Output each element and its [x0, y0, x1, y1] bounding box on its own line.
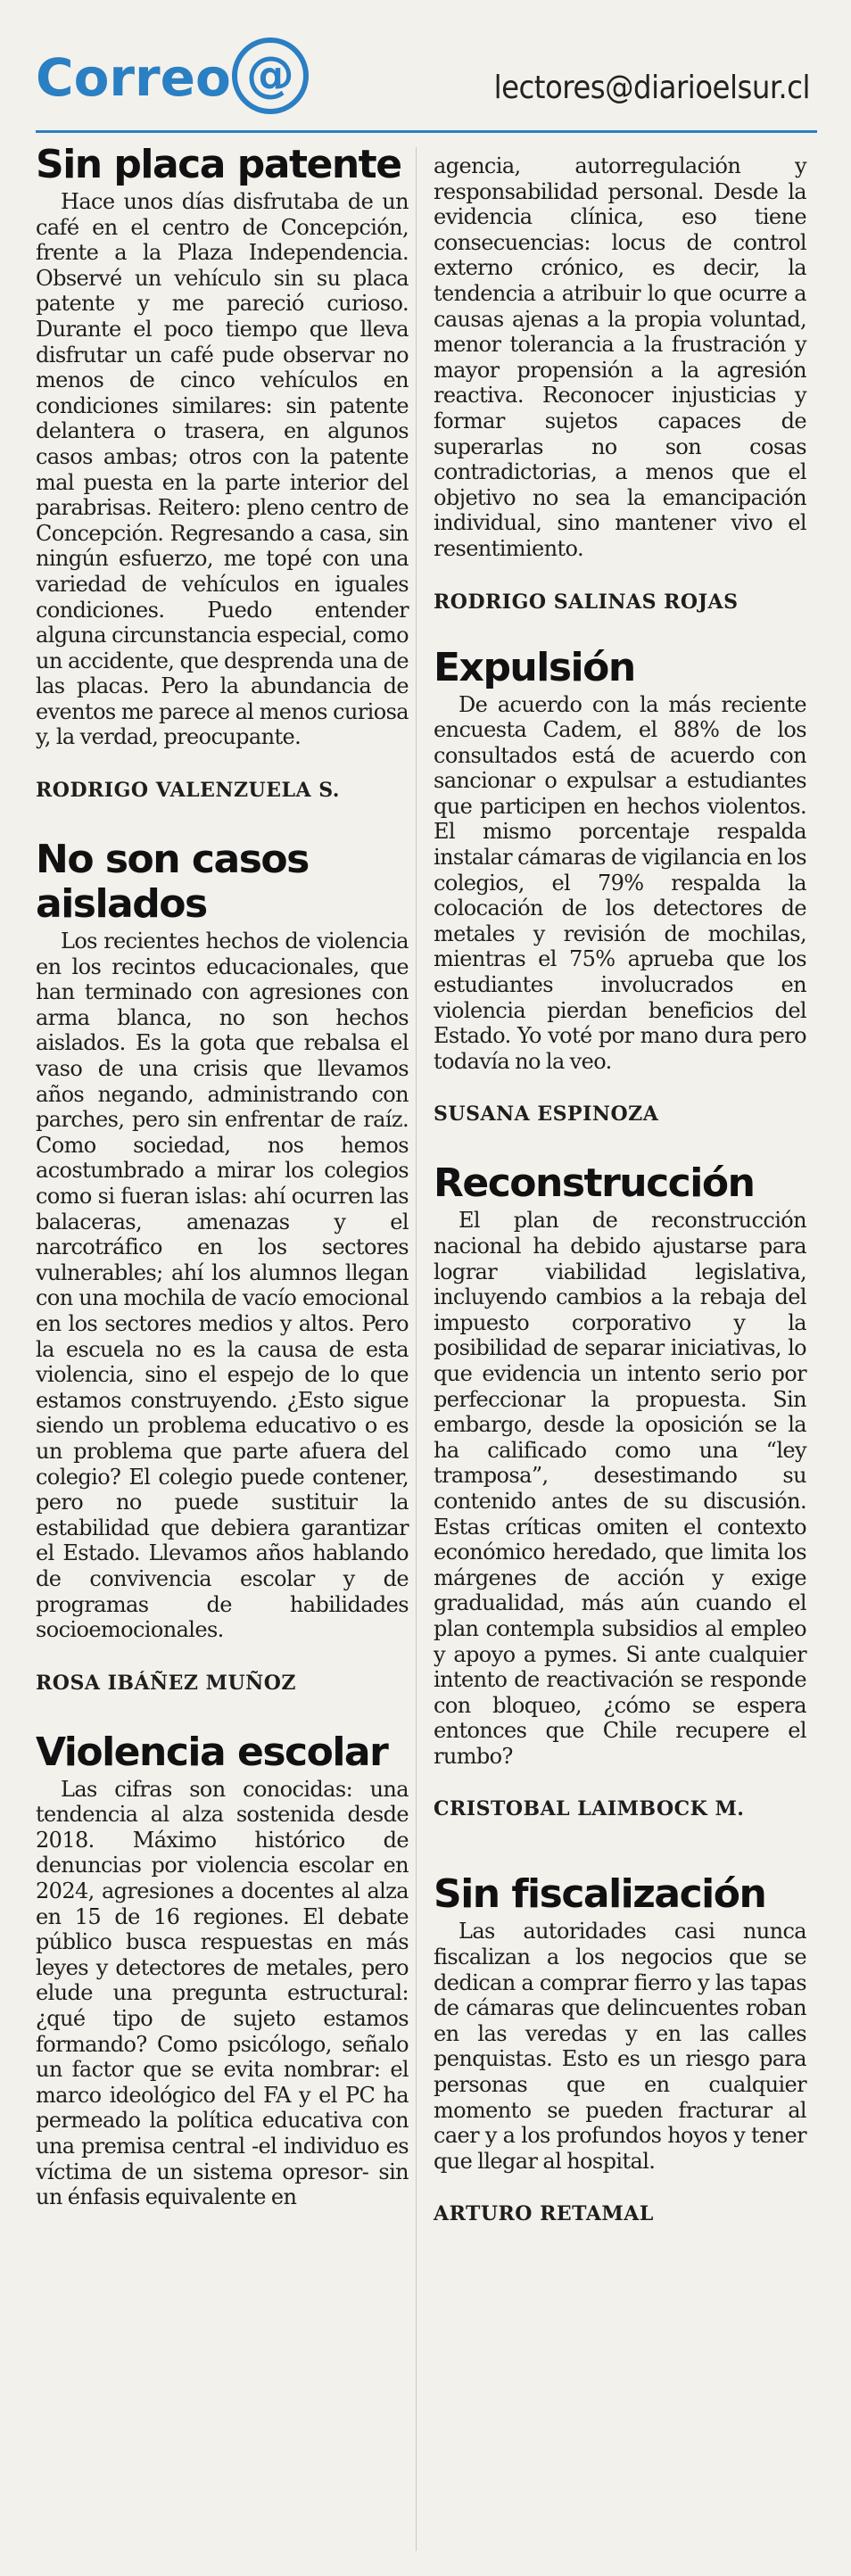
right-column — [434, 143, 806, 2225]
letter-sin-placa-patente — [36, 143, 409, 802]
letter-body: Hace unos días disfrutaba de un café en el centro de Concepción, frente a la Plaza Independencia. Observé un vehículo sin su placa patente y me pareció curioso. Durante el poco tiempo que lleva disfrutar un café pude observar no menos de cinco vehículos en condiciones similares: sin patente delantera o trasera, en algunos casos ambas; otros con la patente mal puesta en la parte interior del parabrisas. Reitero: pleno centro de Concepción. Regresando a casa, sin ningún esfuerzo, me topé con una variedad de vehículos en iguales condiciones. Puedo entender alguna circunstancia especial, como un accidente, que desprenda una de las placas. Pero la abundancia de eventos me parece al menos curiosa y, la verdad, preocupante. — [36, 189, 409, 750]
letter-title: Violencia escolar — [36, 1729, 388, 1775]
letter-expulsion — [434, 646, 806, 1127]
letter-body: Las cifras son conocidas: una tendencia al alza sostenida desde 2018. Máximo histórico de denuncias por violencia escolar en 2024, agresiones a docentes al alza en 15 de 16 regiones. El debate público busca respuestas en más leyes y detectores de metales, pero elude una pregunta estructural: ¿qué tipo de sujeto estamos formando? Como psicólogo, señalo un factor que se evita nombrar: el marco ideológico del FA y el PC ha permeado la política educativa con una premisa central -el individuo es víctima de un sistema opresor- sin un énfasis equivalente en — [36, 1776, 409, 2210]
left-column — [36, 143, 409, 2210]
letter-violencia-escolar — [36, 1730, 409, 2210]
letter-title: Sin fiscalización — [434, 1871, 766, 1918]
letter-no-son-casos-aislados — [36, 838, 409, 1695]
letter-signature: RODRIGO VALENZUELA S. — [36, 779, 340, 803]
masthead — [0, 0, 851, 143]
letter-body: De acuerdo con la más reciente encuesta Cadem, el 88% de los consultados está de acuerdo con sancionar o expulsar a estudiantes que participen en hechos violentos. El mismo porcentaje respalda instalar cámaras de vigilancia en los colegios, el 79% respalda la colocación de los detectores de metales y revisión de mochilas, mientras el 75% aprueba que los estudiantes involucrados en violencia pierdan beneficios del Estado. Yo voté por mano dura pero todavía no la veo. — [434, 691, 806, 1074]
letter-body: Los recientes hechos de violencia en los recintos educacionales, que han terminado con agresiones con arma blanca, no son hechos aislados. Es la gota que rebalsa el vaso de una crisis que llevamos años negando, administrando con parches, pero sin enfrentar de raíz. Como sociedad, nos hemos acostumbrado a mirar los colegios como si fueran islas: ahí ocurren las balaceras, amenazas y el narcotráfico en los sectores vulnerables; ahí los alumnos llegan con una mochila de vacío emocional en los sectores medios y altos. Pero la escuela no es la causa de esta violencia, sino el espejo de lo que estamos construyendo. ¿Esto sigue siendo un problema educativo o es un problema que parte afuera del colegio? El colegio puede contener, pero no puede sustituir la estabilidad que debiera garantizar el Estado. Llevamos años hablando de convivencia escolar y de programas de habilidades socioemocionales. — [36, 929, 409, 1643]
letter-signature: ARTURO RETAMAL — [434, 2202, 654, 2226]
letter-body: Las autoridades casi nunca fiscalizan a los negocios que se dedican a comprar fierro y las tapas de cámaras que delincuentes roban en las veredas y en las calles penquistas. Esto es un riesgo para personas que en cualquier momento se pueden fracturar al caer y a los profundos hoyos y tener que llegar al hospital. — [434, 1919, 806, 2174]
letter-title: Sin placa patente — [36, 142, 401, 187]
header-rule — [36, 130, 817, 133]
letter-signature: SUSANA ESPINOZA — [434, 1102, 659, 1127]
letter-title: Expulsión — [434, 644, 635, 690]
at-badge-icon — [230, 36, 310, 116]
letter-sin-fiscalizacion — [434, 1872, 806, 2225]
contact-email: lectores@diarioelsur.cl — [493, 70, 810, 106]
letter-reconstruccion — [434, 1161, 806, 1821]
letter-signature: ROSA IBÁÑEZ MUÑOZ — [36, 1671, 296, 1695]
letter-signature: RODRIGO SALINAS ROJAS — [434, 590, 739, 614]
letter-title: Reconstrucción — [434, 1160, 755, 1207]
letter-body-continued: agencia, autorregulación y responsabilidad personal. Desde la evidencia clínica, eso tiene consecuencias: locus de control externo crónico, es decir, la tendencia a atribuir lo que ocurre a causas ajenas a la propia voluntad, menor tolerancia a la frustración y mayor propensión a la agresión reactiva. Reconocer injusticias y formar sujetos capaces de superarlas no son cosas contradictorias, a menos que el objetivo no sea la emancipación individual, sino mantener vivo el resentimiento. — [434, 153, 806, 561]
column-divider — [416, 147, 417, 2551]
section-title: Correo — [36, 47, 231, 108]
at-symbol: @ — [246, 46, 294, 103]
letter-violencia-escolar-continued — [434, 153, 806, 614]
letter-body: El plan de reconstrucción nacional ha debido ajustarse para lograr viabilidad legislativa, incluyendo cambios a la rebaja del impuesto corporativo y la posibilidad de separar iniciativas, lo que evidencia un intento serio por perfeccionar la propuesta. Sin embargo, desde la oposición se la ha calificado como una “ley tramposa”, desestimando su contenido antes de su discusión. Estas críticas omiten el contexto económico heredado, que limita los márgenes de acción y exige gradualidad, más aún cuando el plan contempla subsidios al empleo y apoyo a pymes. Si ante cualquier intento de reactivación se responde con bloqueo, ¿cómo se espera entonces que Chile recupere el rumbo? — [434, 1208, 806, 1769]
letter-title: No son casos aislados — [36, 837, 309, 928]
letter-signature: CRISTOBAL LAIMBOCK M. — [434, 1797, 745, 1821]
